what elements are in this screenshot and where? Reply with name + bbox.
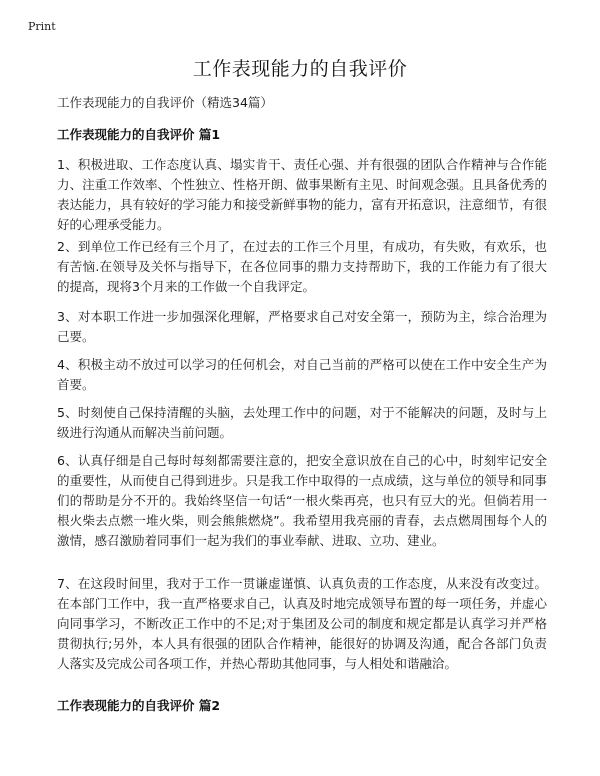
paragraph-1: 1、积极进取、工作态度认真、塌实肯干、责任心强、并有很强的团队合作精神与合作能力、注重工作效率、个性独立、性格开朗、做事果断有主见、时间观念强。且具备优秀的表达能力，具有较好的学习能力和接受新鲜事物的能力，富有开拓意识，注意细节，有很好的心理承受能力。 xyxy=(57,157,547,232)
paragraph-3: 3、对本职工作进一步加强深化理解，严格要求自己对安全第一，预防为主，综合治理为己要。 xyxy=(57,309,547,344)
section-heading-1: 工作表现能力的自我评价 篇1 xyxy=(57,127,221,142)
paragraph-7: 7、在这段时间里，我对于工作一贯谦虚谨慎、认真负责的工作态度，从来没有改变过。在本部门工作中，我一直严格要求自己，认真及时地完成领导布置的每一项任务，并虚心向同事学习，不断改正工作中的不足;对于集团及公司的制度和规定都是认真学习并严格贯彻执行;另外，本人具有很强的团队合作精神，能很好的协调及沟通，配合各部门负责人落实及完成公司各项工作，并热心帮助其他同事，与人相处和谐融洽。 xyxy=(57,576,547,671)
paragraph-2: 2、到单位工作已经有三个月了，在过去的工作三个月里，有成功，有失败，有欢乐，也有苦恼.在领导及关怀与指导下，在各位同事的鼎力支持帮助下，我的工作能力有了很大的提高，现将3个月来的工作做一个自我评定。 xyxy=(57,239,547,294)
paragraph-4: 4、积极主动不放过可以学习的任何机会，对自己当前的严格可以使在工作中安全生产为首要。 xyxy=(57,357,547,392)
paragraph-5: 5、时刻使自己保持清醒的头脑，去处理工作中的问题，对于不能解决的问题，及时与上级进行沟通从而解决当前问题。 xyxy=(57,405,547,440)
document-title: 工作表现能力的自我评价 xyxy=(192,58,408,80)
paragraph-6: 6、认真仔细是自己每时每刻都需要注意的，把安全意识放在自己的心中，时刻牢记安全的重要性，从而使自己得到进步。只是我工作中取得的一点成绩，这与单位的领导和同事们的帮助是分不开的。我始终坚信一句话“一根火柴再亮，也只有豆大的光。但倘若用一根火柴去点燃一堆火柴，则会熊熊燃烧”。我希望用我亮丽的青春，去点燃周围每个人的激情，感召激励着同事们一起为我们的事业奉献、进取、立功、建业。 xyxy=(57,453,547,548)
section-heading-2: 工作表现能力的自我评价 篇2 xyxy=(57,698,221,713)
print-link[interactable]: Print xyxy=(28,20,56,33)
document-subtitle: 工作表现能力的自我评价（精选34篇） xyxy=(57,95,273,110)
